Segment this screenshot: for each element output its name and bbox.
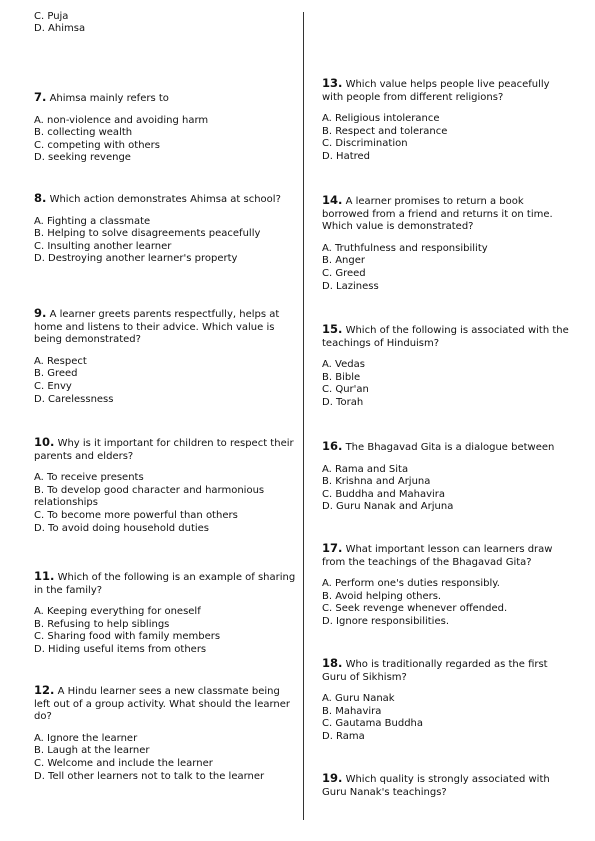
option-a: A. Keeping everything for oneself: [34, 606, 201, 618]
question-number: 11.: [34, 569, 55, 583]
option-a: A. Guru Nanak: [322, 693, 395, 705]
option-a: A. Religious intolerance: [322, 113, 440, 125]
option-d: D. Rama: [322, 730, 365, 742]
option-a: A. Rama and Sita: [322, 463, 409, 475]
option-d: D. To avoid doing household duties: [34, 522, 210, 534]
option-c: C. Qur'an: [322, 384, 369, 396]
option-d: D. Guru Nanak and Arjuna: [322, 501, 454, 513]
option-c: C. Welcome and include the learner: [34, 757, 213, 769]
question-number: 7.: [34, 90, 47, 104]
option-d: D. seeking revenge: [34, 152, 131, 164]
question-stem: The Bhagavad Gita is a dialogue between: [345, 442, 555, 453]
option-c: C. Buddha and Mahavira: [322, 488, 446, 500]
question-stem: Which of the following is associated with the teachings of Hinduism?: [322, 325, 569, 349]
option-c: C. To become more powerful than others: [34, 509, 238, 521]
option-d: D. Carelessness: [34, 393, 114, 405]
option-b: B. Helping to solve disagreements peacefully: [34, 228, 261, 240]
question-7: [34, 91, 296, 165]
option-b: B. Anger: [322, 255, 366, 267]
option-d: D. Ignore responsibilities.: [322, 615, 450, 627]
option-b: B. Avoid helping others.: [322, 590, 442, 602]
question-number: 12.: [34, 683, 55, 697]
option-b: B. collecting wealth: [34, 127, 133, 139]
option-d: D. Hiding useful items from others: [34, 643, 207, 655]
question-19: [322, 772, 570, 799]
question-stem: What important lesson can learners draw from the teachings of the Bhagavad Gita?: [322, 544, 553, 568]
option-b: B. Krishna and Arjuna: [322, 476, 431, 488]
option-a: A. Ignore the learner: [34, 732, 138, 744]
option-a: A. Vedas: [322, 359, 365, 371]
question-12: [34, 684, 296, 783]
option-b: B. Laugh at the learner: [34, 745, 150, 757]
question-10: [34, 436, 296, 535]
option-a: A. Fighting a classmate: [34, 215, 151, 227]
question-stem: A learner greets parents respectfully, helps at home and listens to their advice. Which value is being demonstrated?: [34, 309, 280, 346]
question-number: 15.: [322, 322, 343, 336]
option-d: D. Laziness: [322, 280, 379, 292]
option-a: A. To receive presents: [34, 472, 144, 484]
question-stem: Which of the following is an example of sharing in the family?: [34, 572, 296, 596]
option-d: D. Torah: [322, 396, 364, 408]
option-a: A. Perform one's duties responsibly.: [322, 578, 500, 590]
option-c: C. Greed: [322, 267, 366, 279]
question-11: [34, 570, 296, 657]
question-stem: A Hindu learner sees a new classmate being left out of a group activity. What should the learner do?: [34, 686, 291, 723]
option-c: C. Sharing food with family members: [34, 631, 221, 643]
option-b: B. Refusing to help siblings: [34, 618, 170, 630]
question-number: 19.: [322, 771, 343, 785]
question-14: [322, 194, 570, 293]
option-c: C. Puja: [34, 11, 69, 22]
option-a: A. non-violence and avoiding harm: [34, 114, 209, 126]
question-stem: Who is traditionally regarded as the first Guru of Sikhism?: [322, 659, 548, 683]
question-18: [322, 657, 570, 744]
question-stem: Ahimsa mainly refers to: [49, 93, 169, 104]
question-stem: A learner promises to return a book borrowed from a friend and returns it on time. Which value is demonstrated?: [322, 196, 553, 233]
option-b: B. Bible: [322, 371, 361, 383]
column-divider: [303, 12, 304, 820]
option-c: C. Gautama Buddha: [322, 718, 424, 730]
option-a: A. Truthfulness and responsibility: [322, 242, 488, 254]
question-number: 16.: [322, 439, 343, 453]
question-15: [322, 323, 570, 410]
question-17: [322, 542, 570, 629]
option-b: B. Mahavira: [322, 705, 382, 717]
question-stem: Which action demonstrates Ahimsa at school?: [49, 194, 281, 205]
question-number: 14.: [322, 193, 343, 207]
question-number: 13.: [322, 76, 343, 90]
option-a: A. Respect: [34, 355, 87, 367]
option-b: B. Respect and tolerance: [322, 125, 448, 137]
question-9: [34, 307, 296, 406]
question-number: 10.: [34, 435, 55, 449]
option-c: C. Seek revenge whenever offended.: [322, 603, 508, 615]
option-c: C. Discrimination: [322, 138, 408, 150]
question-number: 9.: [34, 306, 47, 320]
option-d: D. Destroying another learner's property: [34, 253, 238, 265]
option-d: D. Hatred: [322, 150, 371, 162]
option-c: C. Insulting another learner: [34, 240, 172, 252]
question-16: [322, 440, 570, 514]
option-b: B. To develop good character and harmonious relationships: [34, 484, 265, 509]
question-13: [322, 77, 570, 164]
option-b: B. Greed: [34, 368, 78, 380]
option-c: C. Envy: [34, 380, 72, 392]
option-d: D. Tell other learners not to talk to the learner: [34, 770, 265, 782]
continued-question-options: [34, 11, 296, 35]
question-stem: Which quality is strongly associated with Guru Nanak's teachings?: [322, 774, 550, 798]
question-stem: Which value helps people live peacefully with people from different religions?: [322, 79, 550, 103]
question-number: 8.: [34, 191, 47, 205]
question-number: 18.: [322, 656, 343, 670]
option-c: C. competing with others: [34, 139, 161, 151]
question-8: [34, 192, 296, 266]
question-stem: Why is it important for children to respect their parents and elders?: [34, 438, 294, 462]
question-number: 17.: [322, 541, 343, 555]
option-d: D. Ahimsa: [34, 23, 86, 34]
